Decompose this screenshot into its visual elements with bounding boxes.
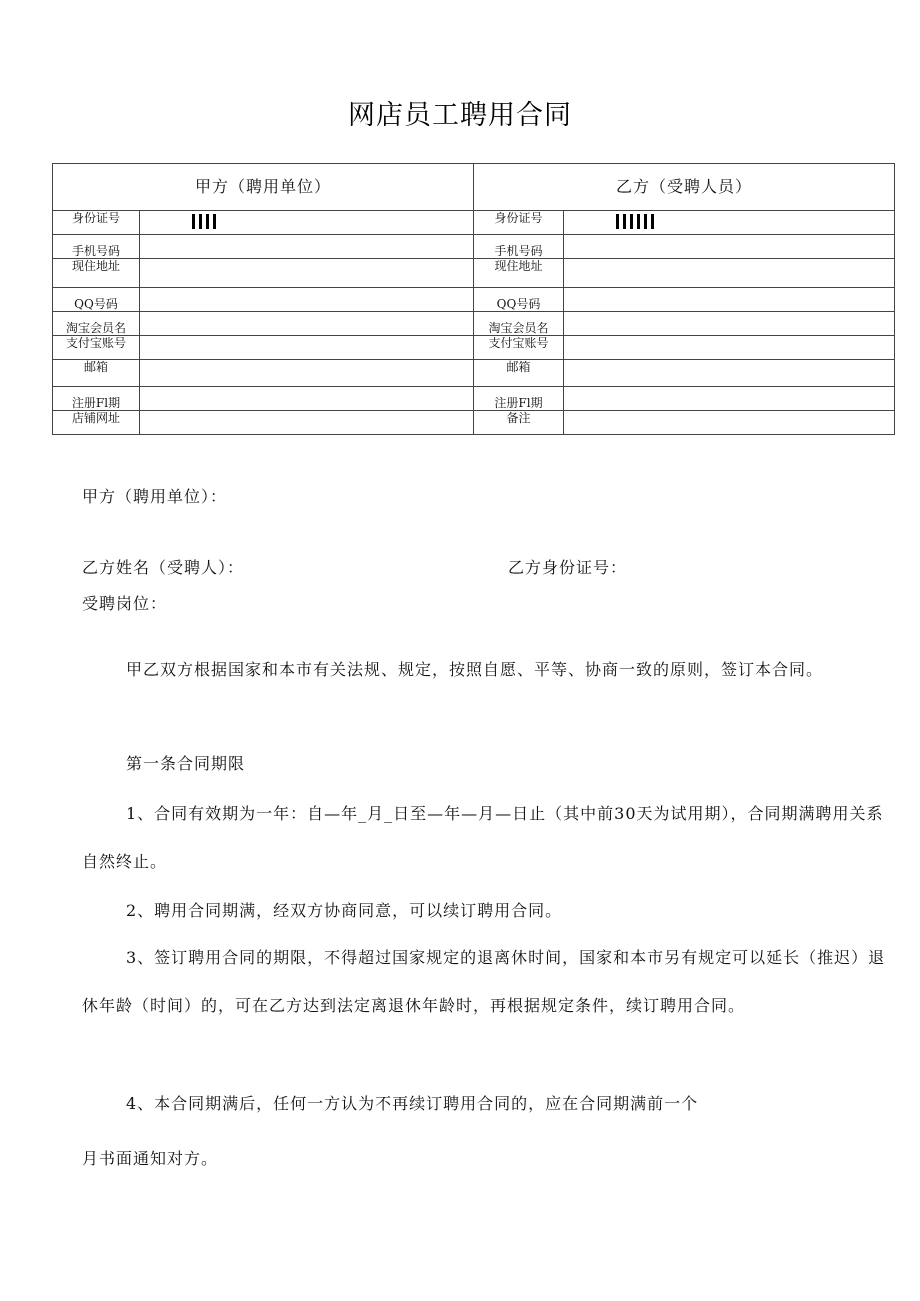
left-label: 手机号码	[53, 235, 140, 259]
left-value[interactable]	[140, 312, 474, 336]
table-row	[53, 411, 895, 435]
table-row	[53, 211, 895, 235]
document-title: 网店员工聘用合同	[348, 100, 572, 131]
left-label: 身份证号	[53, 211, 140, 235]
left-value[interactable]	[140, 336, 474, 360]
left-value[interactable]	[140, 411, 474, 435]
info-table	[52, 163, 895, 435]
left-label: 注册Fl期	[53, 387, 140, 411]
right-label: 现住地址	[474, 259, 564, 288]
right-value[interactable]	[564, 235, 895, 259]
party-b-id-field: 乙方身份证号：	[508, 558, 628, 577]
table-row	[53, 235, 895, 259]
table-row	[53, 336, 895, 360]
right-label: 身份证号	[474, 211, 564, 235]
party-a-header: 甲方（聘用单位）	[53, 164, 474, 211]
left-label: 现住地址	[53, 259, 140, 288]
right-label: 备注	[474, 411, 564, 435]
right-value[interactable]	[564, 288, 895, 312]
clause-4-line-1: 4、本合同期满后，任何一方认为不再续订聘用合同的，应在合同期满前一个	[126, 1094, 699, 1113]
left-label: 邮箱	[53, 360, 140, 387]
left-value[interactable]	[140, 387, 474, 411]
right-value[interactable]	[564, 259, 895, 288]
left-value-id[interactable]	[140, 211, 474, 235]
party-b-name-field: 乙方姓名（受聘人）：	[82, 558, 245, 577]
right-value[interactable]	[564, 336, 895, 360]
clause-1: 1、合同有效期为一年：自—年_月_日至—年—月—日止（其中前30天为试用期），合同期满聘用关系自然终止。	[82, 804, 884, 871]
table-header-row	[53, 164, 895, 211]
table-row	[53, 288, 895, 312]
redaction-bars	[192, 214, 220, 229]
left-label: 店铺网址	[53, 411, 140, 435]
left-label: QQ号码	[53, 288, 140, 312]
clause-3: 3、签订聘用合同的期限，不得超过国家规定的退离休时间，国家和本市另有规定可以延长（推迟）退休年龄（时间）的，可在乙方达到法定离退休年龄时，再根据规定条件，续订聘用合同。	[82, 948, 886, 1015]
party-a-field: 甲方（聘用单位）：	[82, 487, 228, 506]
right-label: 邮箱	[474, 360, 564, 387]
right-label: 手机号码	[474, 235, 564, 259]
table-row	[53, 360, 895, 387]
right-label: 注册Fl期	[474, 387, 564, 411]
right-label: 支付宝账号	[474, 336, 564, 360]
right-value[interactable]	[564, 360, 895, 387]
right-label: 淘宝会员名	[474, 312, 564, 336]
left-label: 淘宝会员名	[53, 312, 140, 336]
right-label: QQ号码	[474, 288, 564, 312]
left-value[interactable]	[140, 235, 474, 259]
right-value[interactable]	[564, 387, 895, 411]
redaction-bars	[616, 214, 658, 229]
right-value[interactable]	[564, 411, 895, 435]
right-value-id[interactable]	[564, 211, 895, 235]
table-row	[53, 259, 895, 288]
intro-paragraph: 甲乙双方根据国家和本市有关法规、规定，按照自愿、平等、协商一致的原则，签订本合同。	[126, 660, 824, 679]
left-label: 支付宝账号	[53, 336, 140, 360]
clause-4-line-2: 月书面通知对方。	[82, 1149, 219, 1168]
article1-title: 第一条合同期限	[126, 754, 246, 773]
left-value[interactable]	[140, 288, 474, 312]
party-b-header: 乙方（受聘人员）	[474, 164, 895, 211]
position-field: 受聘岗位：	[82, 594, 168, 613]
clause-2: 2、聘用合同期满，经双方协商同意，可以续订聘用合同。	[126, 901, 563, 920]
table-row	[53, 387, 895, 411]
table-row	[53, 312, 895, 336]
right-value[interactable]	[564, 312, 895, 336]
left-value[interactable]	[140, 360, 474, 387]
left-value[interactable]	[140, 259, 474, 288]
